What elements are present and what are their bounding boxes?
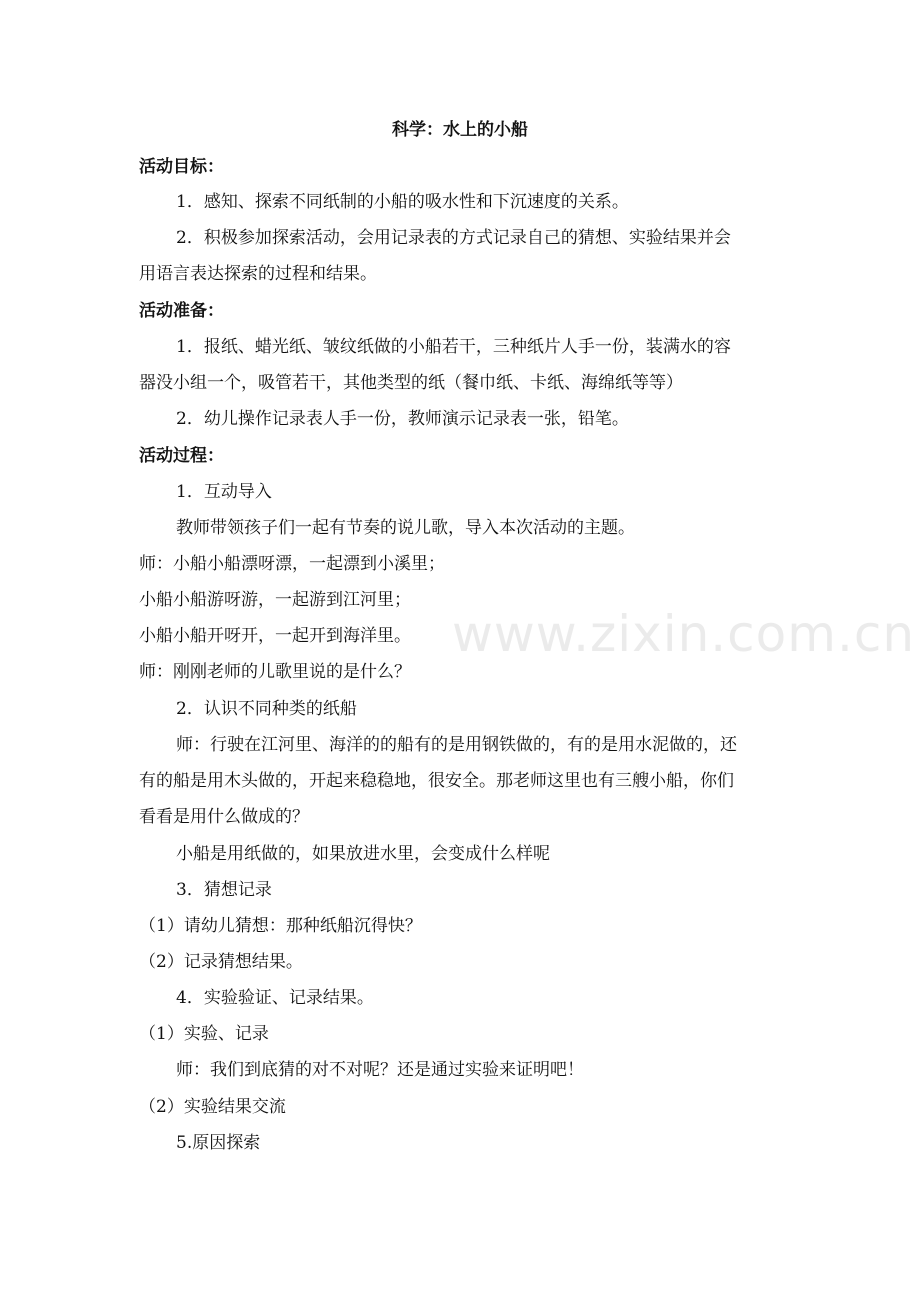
paragraph-line: 1．报纸、蜡光纸、皱纹纸做的小船若干，三种纸片人手一份，装满水的容 (176, 337, 731, 357)
paragraph-line: 有的船是用木头做的，开起来稳稳地，很安全。那老师这里也有三艘小船，你们 (139, 771, 734, 791)
paragraph-line: 小船是用纸做的，如果放进水里，会变成什么样呢 (176, 844, 550, 864)
paragraph-line: 师：刚刚老师的儿歌里说的是什么？ (139, 662, 411, 682)
paragraph-line: 师：我们到底猜的对不对呢？还是通过实验来证明吧！ (176, 1060, 584, 1080)
paragraph-line: 3．猜想记录 (176, 880, 272, 900)
paragraph-line: 2．幼儿操作记录表人手一份，教师演示记录表一张，铅笔。 (176, 409, 629, 429)
paragraph-line: （2）实验结果交流 (139, 1097, 286, 1117)
section-heading-process: 活动过程： (139, 446, 224, 466)
paragraph-line: 1．互动导入 (176, 482, 272, 502)
document-title: 科学：水上的小船 (392, 120, 528, 140)
paragraph-line: 2．认识不同种类的纸船 (176, 699, 357, 719)
paragraph-line: 教师带领孩子们一起有节奏的说儿歌，导入本次活动的主题。 (176, 518, 635, 538)
paragraph-line: 小船小船游呀游，一起游到江河里； (139, 590, 411, 610)
section-heading-goals: 活动目标： (139, 157, 224, 177)
paragraph-line: 看看是用什么做成的？ (139, 807, 309, 827)
paragraph-line: （1）请幼儿猜想：那种纸船沉得快？ (139, 916, 422, 936)
paragraph-line: 小船小船开呀开，一起开到海洋里。 (139, 626, 411, 646)
paragraph-line: 器没小组一个，吸管若干，其他类型的纸（餐巾纸、卡纸、海绵纸等等） (139, 373, 683, 393)
paragraph-line: 2．积极参加探索活动，会用记录表的方式记录自己的猜想、实验结果并会 (176, 228, 731, 248)
paragraph-line: 师：行驶在江河里、海洋的的船有的是用钢铁做的，有的是用水泥做的，还 (176, 735, 737, 755)
paragraph-line: 4．实验验证、记录结果。 (176, 988, 374, 1008)
section-heading-preparation: 活动准备： (139, 301, 224, 321)
paragraph-line: （1）实验、记录 (139, 1024, 269, 1044)
watermark: www.zixin.com.cn (452, 605, 916, 663)
paragraph-line: 1．感知、探索不同纸制的小船的吸水性和下沉速度的关系。 (176, 192, 629, 212)
paragraph-line: 用语言表达探索的过程和结果。 (139, 264, 377, 284)
paragraph-line: 师：小船小船漂呀漂，一起漂到小溪里； (139, 554, 445, 574)
paragraph-line: 5.原因探索 (176, 1133, 261, 1153)
paragraph-line: （2）记录猜想结果。 (139, 952, 303, 972)
